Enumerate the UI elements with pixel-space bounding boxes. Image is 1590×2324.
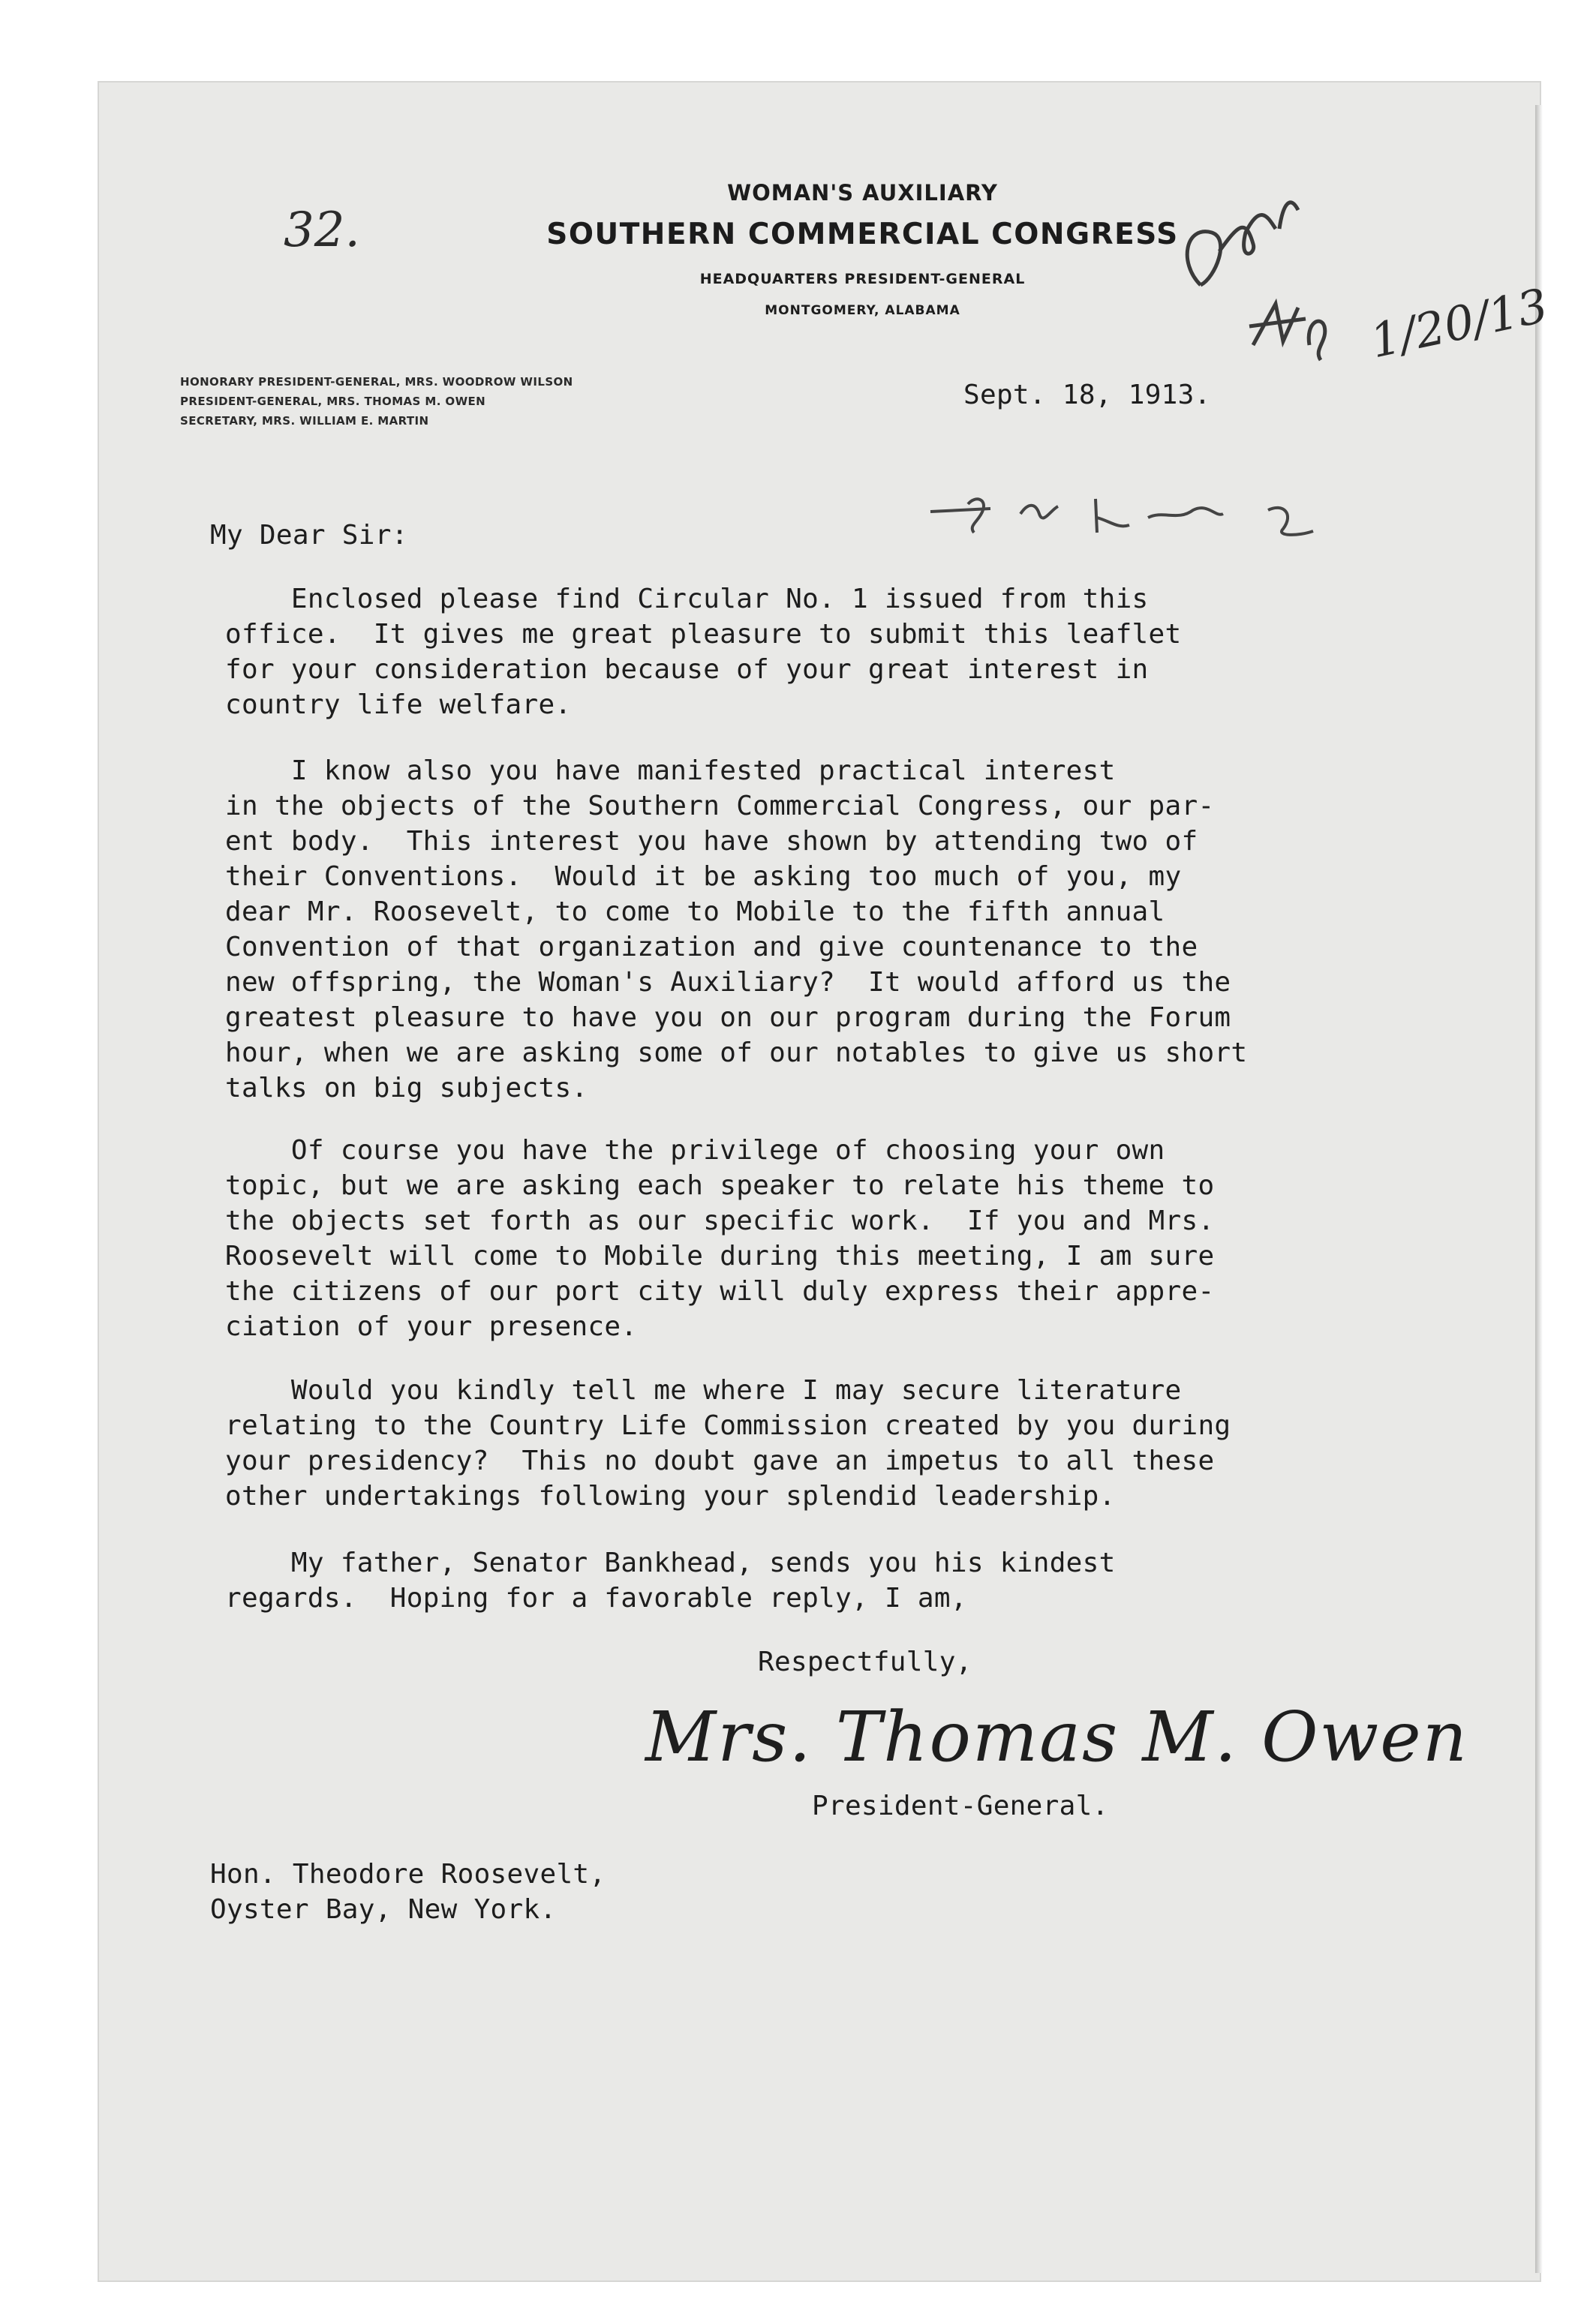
letter-date: Sept. 18, 1913.: [963, 380, 1211, 410]
text-line: the citizens of our port city will duly express their appre-: [225, 1276, 1215, 1307]
text-line: for your consideration because of your great interest in: [225, 654, 1149, 685]
page-number-annotation: 32.: [284, 203, 360, 258]
text-line: Of course you have the privilege of choosing your own: [225, 1135, 1165, 1166]
date-stamp-annotation: 1/20/13: [1366, 278, 1552, 369]
text-line: Would you kindly tell me where I may secure literature: [225, 1375, 1182, 1406]
officer-line: SECRETARY, MRS. WILLIAM E. MARTIN: [180, 414, 429, 428]
text-line: My father, Senator Bankhead, sends you his kindest: [225, 1548, 1116, 1578]
text-line: Enclosed please find Circular No. 1 issued from this: [225, 584, 1149, 614]
officers-list: [180, 372, 573, 431]
text-line: I know also you have manifested practical interest: [225, 755, 1116, 786]
text-line: in the objects of the Southern Commercial Congress, our par-: [225, 791, 1215, 821]
signer-title: President-General.: [812, 1791, 1109, 1821]
letter-salutation: My Dear Sir:: [210, 520, 408, 551]
addressee-line: Hon. Theodore Roosevelt,: [210, 1859, 606, 1890]
letter-paragraph-1: [225, 581, 1181, 722]
text-line: the objects set forth as our specific work. If you and Mrs.: [225, 1206, 1215, 1236]
addressee-line: Oyster Bay, New York.: [210, 1894, 557, 1925]
letterhead-headquarters: HEADQUARTERS PRESIDENT-GENERAL: [699, 271, 1026, 287]
letter-closing: Respectfully,: [758, 1647, 972, 1677]
text-line: topic, but we are asking each speaker to relate his theme to: [225, 1170, 1215, 1201]
letter-paragraph-3: [225, 1133, 1214, 1344]
text-line: country life welfare.: [225, 689, 572, 720]
text-line: their Conventions. Would it be asking too much of you, my: [225, 861, 1182, 892]
addressee-block: [210, 1857, 606, 1927]
paper-edge-shadow: [1535, 105, 1543, 2273]
text-line: office. It gives me great pleasure to submit this leaflet: [225, 619, 1182, 650]
letter-paragraph-5: [225, 1545, 1116, 1616]
text-line: new offspring, the Woman's Auxiliary? It would afford us the: [225, 967, 1231, 998]
text-line: your presidency? This no doubt gave an impetus to all these: [225, 1446, 1215, 1476]
letterhead-organization: SOUTHERN COMMERCIAL CONGRESS: [546, 218, 1179, 251]
letterhead-auxiliary: WOMAN'S AUXILIARY: [727, 180, 998, 206]
officer-line: HONORARY PRESIDENT-GENERAL, MRS. WOODROW WILSON: [180, 375, 573, 389]
text-line: regards. Hoping for a favorable reply, I am,: [225, 1583, 967, 1614]
text-line: greatest pleasure to have you on our program during the Forum: [225, 1002, 1231, 1033]
text-line: Roosevelt will come to Mobile during this meeting, I am sure: [225, 1241, 1215, 1272]
text-line: hour, when we are asking some of our notables to give us short: [225, 1037, 1248, 1068]
text-line: relating to the Country Life Commission created by you during: [225, 1410, 1231, 1441]
officer-line: PRESIDENT-GENERAL, MRS. THOMAS M. OWEN: [180, 395, 486, 408]
letterhead-location: MONTGOMERY, ALABAMA: [765, 303, 960, 318]
text-line: ciation of your presence.: [225, 1311, 638, 1342]
handwritten-scribble-mark: [923, 488, 1343, 548]
text-line: talks on big subjects.: [225, 1073, 588, 1103]
letter-paragraph-2: [225, 753, 1247, 1106]
text-line: dear Mr. Roosevelt, to come to Mobile to the fifth annual: [225, 896, 1165, 927]
text-line: Convention of that organization and give countenance to the: [225, 932, 1198, 962]
text-line: ent body. This interest you have shown by attending two of: [225, 826, 1198, 857]
text-line: other undertakings following your splendid leadership.: [225, 1481, 1116, 1512]
letter-paragraph-4: [225, 1373, 1231, 1514]
signature: Mrs. Thomas M. Owen: [645, 1697, 1468, 1777]
